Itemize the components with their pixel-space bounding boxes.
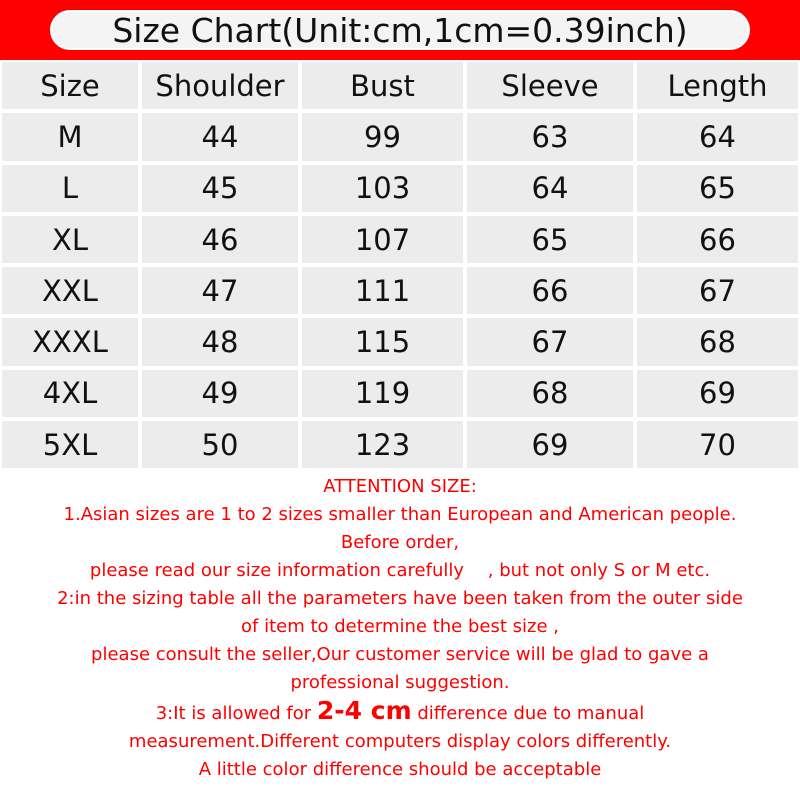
- note-text: 2:in the sizing table all the parameters have been taken from the outer side: [57, 588, 743, 609]
- note-text: please consult the seller,Our customer service will be glad to gave a: [91, 644, 709, 665]
- table-row: [0, 265, 800, 316]
- column-header: Sleeve: [465, 60, 635, 111]
- table-cell: 66: [635, 214, 800, 265]
- table-cell: 4XL: [0, 368, 140, 419]
- table-cell: 64: [465, 163, 635, 214]
- note-text: 1.Asian sizes are 1 to 2 sizes smaller than European and American people.: [63, 504, 737, 525]
- size-table: [0, 60, 800, 470]
- table-cell: 65: [465, 214, 635, 265]
- note-text: of item to determine the best size ,: [241, 616, 559, 637]
- table-cell: 47: [140, 265, 300, 316]
- table-cell: 63: [465, 111, 635, 162]
- table-cell: 99: [300, 111, 465, 162]
- table-cell: 111: [300, 265, 465, 316]
- table-cell: 69: [635, 368, 800, 419]
- table-cell: M: [0, 111, 140, 162]
- tolerance-highlight: 2-4 cm: [316, 696, 412, 725]
- table-cell: 68: [635, 316, 800, 367]
- table-cell: 115: [300, 316, 465, 367]
- table-cell: 46: [140, 214, 300, 265]
- note-text: Before order,: [340, 532, 460, 553]
- column-header: Shoulder: [140, 60, 300, 111]
- note-text: measurement.Different computers display colors differently.: [128, 731, 672, 752]
- table-cell: 107: [300, 214, 465, 265]
- notes-heading: ATTENTION SIZE:: [323, 476, 477, 497]
- column-header: Bust: [300, 60, 465, 111]
- table-row: [0, 111, 800, 162]
- table-cell: 5XL: [0, 419, 140, 470]
- table-row: [0, 368, 800, 419]
- note-text: 3:It is allowed for: [155, 703, 317, 724]
- page-title: Size Chart(Unit:cm,1cm=0.39inch): [50, 10, 750, 50]
- table-cell: XXL: [0, 265, 140, 316]
- table-cell: 45: [140, 163, 300, 214]
- attention-notes: [0, 473, 800, 784]
- table-cell: 70: [635, 419, 800, 470]
- table-cell: 67: [635, 265, 800, 316]
- table-cell: 103: [300, 163, 465, 214]
- table-row: [0, 419, 800, 470]
- note-text: difference due to manual: [411, 703, 645, 724]
- note-text: professional suggestion.: [290, 672, 510, 693]
- column-header: Size: [0, 60, 140, 111]
- table-cell: L: [0, 163, 140, 214]
- note-text-tolerance: [0, 697, 800, 728]
- table-row: [0, 316, 800, 367]
- table-cell: 67: [465, 316, 635, 367]
- header-banner: [0, 0, 800, 60]
- column-header: Length: [635, 60, 800, 111]
- table-cell: 65: [635, 163, 800, 214]
- table-cell: 123: [300, 419, 465, 470]
- table-cell: 49: [140, 368, 300, 419]
- table-row: [0, 163, 800, 214]
- note-text: A little color difference should be acceptable: [198, 759, 602, 780]
- table-cell: 69: [465, 419, 635, 470]
- table-cell: XXXL: [0, 316, 140, 367]
- table-cell: 66: [465, 265, 635, 316]
- table-cell: 119: [300, 368, 465, 419]
- table-header-row: [0, 60, 800, 111]
- table-cell: 48: [140, 316, 300, 367]
- note-text: please read our size information carefully , but not only S or M etc.: [89, 560, 711, 581]
- table-cell: 64: [635, 111, 800, 162]
- table-cell: 68: [465, 368, 635, 419]
- table-cell: 50: [140, 419, 300, 470]
- table-row: [0, 214, 800, 265]
- table-cell: XL: [0, 214, 140, 265]
- table-cell: 44: [140, 111, 300, 162]
